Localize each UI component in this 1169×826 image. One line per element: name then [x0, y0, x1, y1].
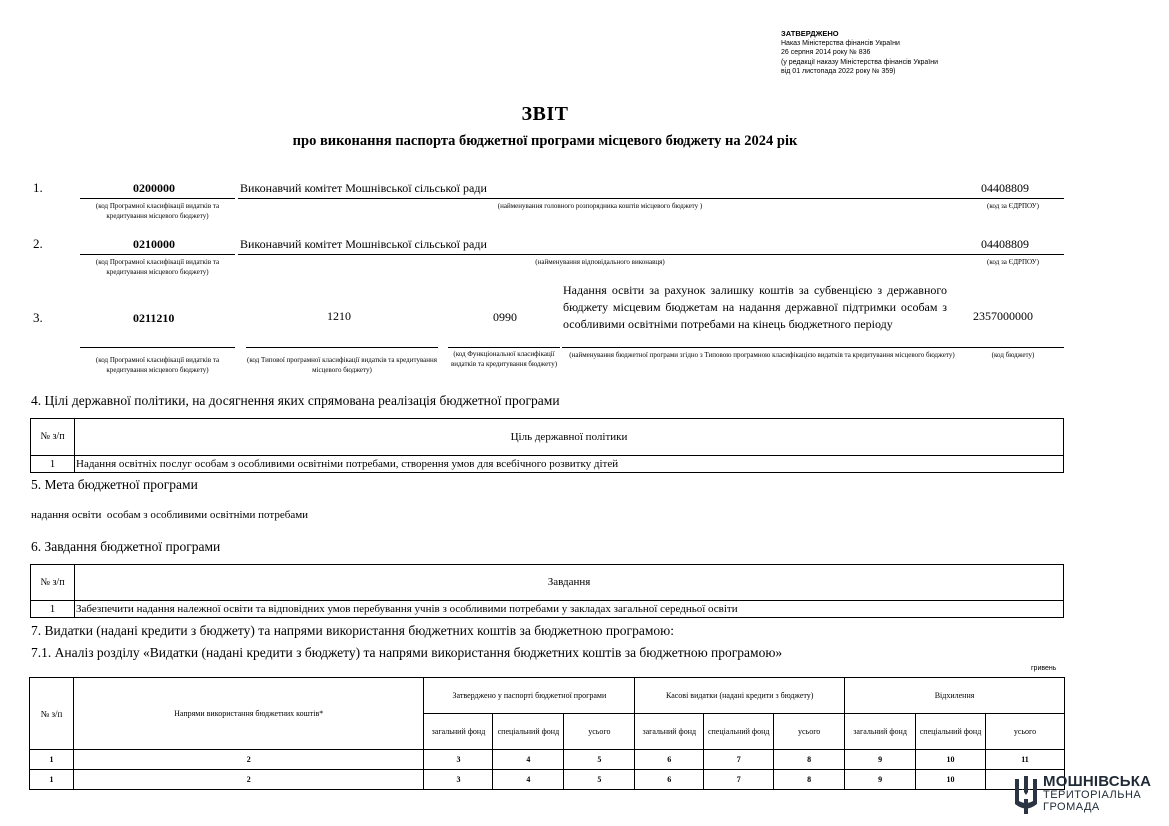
- currency-unit: гривень: [1031, 665, 1057, 672]
- logo-text-line3: ГРОМАДА: [1043, 801, 1100, 813]
- goals-row-number: 1: [31, 456, 75, 473]
- row3-budget-code: 2357000000: [973, 309, 1033, 323]
- exp-sub-total: усього: [564, 714, 635, 750]
- row3-code-line: [80, 347, 235, 348]
- row3-tpkvk-line: [246, 347, 438, 348]
- exp-cell: 8: [774, 750, 845, 770]
- approval-line: 26 серпня 2014 року № 836: [781, 49, 871, 57]
- exp-cell: 8: [774, 770, 845, 790]
- expenditure-table: [29, 677, 1065, 790]
- row1-edrpou-line: [962, 198, 1064, 199]
- section4-title: 4. Цілі державної політики, на досягнення яких спрямована реалізація бюджетної програми: [31, 393, 560, 408]
- exp-cell: 11: [986, 750, 1065, 770]
- exp-cell: 2: [73, 770, 424, 790]
- section5-text: надання освіти особам з особливими освітніми потребами: [31, 509, 309, 521]
- exp-sub-general: загальний фонд: [635, 714, 704, 750]
- row3-number: 3.: [33, 310, 43, 325]
- row1-edrpou: 04408809: [981, 181, 1029, 195]
- row3-program-name: Надання освіти за рахунок залишку коштів за субвенцією з державного бюджету місцевим бюджетам на надання державної підтримки особам з особливими освітніми потребами на кінець бюджетного періоду: [563, 283, 947, 331]
- section7-title: 7. Видатки (надані кредити з бюджету) та напрями використання бюджетних коштів за бюджетною програмою:: [31, 623, 674, 638]
- section5-title: 5. Мета бюджетної програми: [31, 477, 198, 492]
- row2-code-caption: (код Програмної класифікації видатків та кредитування місцевого бюджету): [95, 258, 220, 276]
- tasks-table: [30, 564, 1064, 618]
- row3-tpkvk-caption: (код Типової програмної класифікації видатків та кредитування місцевого бюджету): [247, 356, 437, 374]
- exp-sub-special: спеціальний фонд: [916, 714, 986, 750]
- approval-line: (у редакції наказу Міністерства фінансів України: [781, 58, 939, 66]
- row2-code-line: [80, 254, 235, 255]
- row1-number: 1.: [33, 180, 43, 195]
- exp-cell: 4: [493, 750, 564, 770]
- exp-sub-general: загальний фонд: [424, 714, 493, 750]
- trident-icon: [1013, 775, 1039, 815]
- row3-budget-line: [962, 347, 1064, 348]
- row2-edrpou: 04408809: [981, 237, 1029, 251]
- exp-header-direction: Напрями використання бюджетних коштів*: [73, 678, 424, 750]
- community-logo: [1013, 772, 1163, 818]
- exp-cell: 10: [916, 750, 986, 770]
- tasks-row-number: 1: [31, 601, 75, 618]
- exp-cell: 6: [635, 770, 704, 790]
- exp-cell: 1: [30, 750, 74, 770]
- exp-sub-total: усього: [986, 714, 1065, 750]
- approval-line: Наказ Міністерства фінансів України: [781, 40, 900, 48]
- row2-edrpou-caption: (код за ЄДРПОУ): [987, 258, 1039, 266]
- table-row: [30, 750, 1065, 770]
- goals-header-number: № з/п: [31, 419, 75, 456]
- row3-fkvk: 0990: [493, 310, 517, 324]
- row2-name-caption: (найменування відповідального виконавця): [535, 258, 665, 266]
- row1-code: 0200000: [133, 181, 175, 195]
- logo-text-line2: ТЕРИТОРІАЛЬНА: [1043, 789, 1142, 801]
- exp-cell: 9: [845, 770, 916, 790]
- report-subtitle: про виконання паспорта бюджетної програми місцевого бюджету на 2024 рік: [292, 133, 798, 149]
- section71-title: 7.1. Аналіз розділу «Видатки (надані кредити з бюджету) та напрями використання бюджетних коштів за бюджетною програмою»: [31, 645, 783, 660]
- row2-name-line: [238, 254, 962, 255]
- tasks-row-text: Забезпечити надання належної освіти та відповідних умов перебування учнів з особливими потребами у закладах загальної середньої освіти: [75, 601, 1064, 618]
- row2-number: 2.: [33, 236, 43, 251]
- section6-title: 6. Завдання бюджетної програми: [31, 539, 221, 554]
- row3-fkvk-line: [448, 347, 560, 348]
- logo-text-line1: МОШНІВСЬКА: [1043, 773, 1152, 790]
- row2-name: Виконавчий комітет Мошнівської сільської ради: [240, 237, 487, 251]
- exp-cell: 3: [424, 770, 493, 790]
- row1-code-line: [80, 198, 235, 199]
- logo-text-lines: [1043, 789, 1141, 813]
- table-row: [30, 770, 1065, 790]
- goals-table: [30, 418, 1064, 473]
- exp-cell: 10: [916, 770, 986, 790]
- approval-line: від 01 листопада 2022 року № 359): [781, 67, 896, 75]
- exp-header-approved: Затверджено у паспорті бюджетної програми: [424, 678, 635, 714]
- exp-cell: 7: [704, 750, 774, 770]
- row2-edrpou-line: [962, 254, 1064, 255]
- exp-sub-total: усього: [774, 714, 845, 750]
- exp-header-cash: Касові видатки (надані кредити з бюджету): [635, 678, 845, 714]
- table-row: [31, 601, 1064, 618]
- row3-code: 0211210: [133, 311, 175, 325]
- row1-name-caption: (найменування головного розпорядника коштів місцевого бюджету ): [497, 202, 703, 210]
- row1-name: Виконавчий комітет Мошнівської сільської ради: [240, 181, 487, 195]
- exp-cell: 5: [564, 770, 635, 790]
- exp-cell: 7: [704, 770, 774, 790]
- exp-cell: 1: [30, 770, 74, 790]
- row3-name-caption: (найменування бюджетної програми згідно з Типовою програмною класифікацією видатків та кредитування місцевого бюджету): [569, 351, 955, 359]
- exp-cell: 9: [845, 750, 916, 770]
- row1-name-line: [238, 198, 962, 199]
- row3-budget-caption: (код бюджету): [991, 351, 1035, 359]
- goals-row-text: Надання освітніх послуг особам з особливими освітніми потребами, створення умов для всебічного розвитку дітей: [75, 456, 1064, 473]
- goals-header-goal: Ціль державної політики: [75, 419, 1064, 456]
- table-row: [31, 456, 1064, 473]
- exp-cell: 6: [635, 750, 704, 770]
- exp-header-number: № з/п: [30, 678, 74, 750]
- row2-code: 0210000: [133, 237, 175, 251]
- row1-code-caption: (код Програмної класифікації видатків та кредитування місцевого бюджету): [95, 202, 220, 220]
- exp-cell: 4: [493, 770, 564, 790]
- row1-edrpou-caption: (код за ЄДРПОУ): [987, 202, 1039, 210]
- tasks-header-task: Завдання: [75, 565, 1064, 601]
- exp-sub-special: спеціальний фонд: [704, 714, 774, 750]
- row3-fkvk-caption: (код Функціональної класифікації видатків та кредитування бюджету): [450, 350, 558, 368]
- exp-header-deviation: Відхилення: [845, 678, 1065, 714]
- tasks-header-number: № з/п: [31, 565, 75, 601]
- exp-sub-special: спеціальний фонд: [493, 714, 564, 750]
- row3-tpkvk: 1210: [327, 309, 351, 323]
- exp-sub-general: загальний фонд: [845, 714, 916, 750]
- row3-name-line: [562, 347, 962, 348]
- exp-cell: 2: [73, 750, 424, 770]
- approval-block: [781, 29, 1011, 76]
- row3-code-caption: (код Програмної класифікації видатків та кредитування місцевого бюджету): [95, 356, 220, 374]
- exp-cell: 5: [564, 750, 635, 770]
- approval-title: ЗАТВЕРДЖЕНО: [781, 29, 839, 38]
- exp-cell: 3: [424, 750, 493, 770]
- report-title: ЗВІТ: [521, 103, 569, 125]
